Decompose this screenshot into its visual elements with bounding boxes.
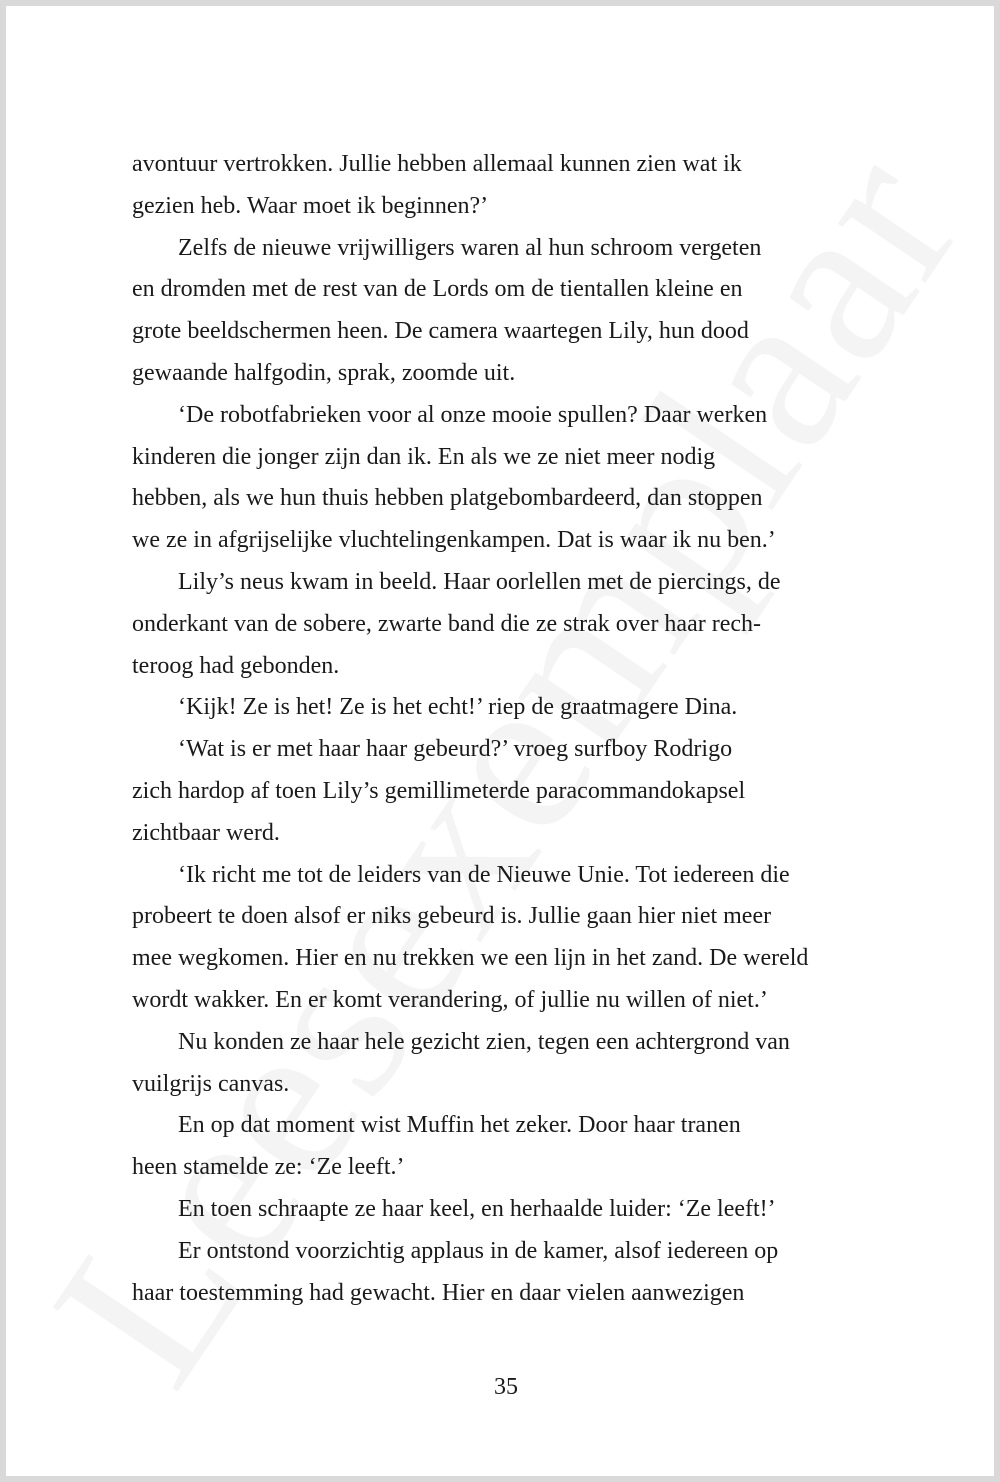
- text-line: hebben, als we hun thuis hebben platgebombardeerd, dan stoppen: [132, 485, 763, 512]
- text-line: heen stamelde ze: ‘Ze leeft.’: [132, 1154, 405, 1181]
- text-line: kinderen die jonger zijn dan ik. En als we ze niet meer nodig: [132, 443, 716, 470]
- text-line: Nu konden ze haar hele gezicht zien, tegen een achtergrond van: [178, 1028, 790, 1055]
- text-line: teroog had gebonden.: [132, 652, 340, 679]
- text-line: En toen schraapte ze haar keel, en herhaalde luider: ‘Ze leeft!’: [178, 1195, 776, 1222]
- text-line: mee wegkomen. Hier en nu trekken we een lijn in het zand. De wereld: [132, 945, 809, 972]
- text-line: gewaande halfgodin, sprak, zoomde uit.: [132, 359, 516, 386]
- text-line: Er ontstond voorzichtig applaus in de kamer, alsof iedereen op: [178, 1237, 779, 1264]
- text-line: zich hardop af toen Lily’s gemillimeterde paracommandokapsel: [132, 777, 746, 804]
- text-line: ‘Wat is er met haar haar gebeurd?’ vroeg surfboy Rodrigo: [178, 736, 733, 763]
- text-line: we ze in afgrijselijke vluchtelingenkampen. Dat is waar ik nu ben.’: [132, 527, 776, 554]
- text-line: vuilgrijs canvas.: [132, 1070, 290, 1097]
- text-line: En op dat moment wist Muffin het zeker. Door haar tranen: [178, 1112, 741, 1139]
- text-line: ‘Ik richt me tot de leiders van de Nieuwe Unie. Tot iedereen die: [178, 861, 790, 888]
- text-line: onderkant van de sobere, zwarte band die ze strak over haar rech-: [132, 610, 762, 637]
- body-text: [132, 144, 882, 1314]
- text-line: en dromden met de rest van de Lords om de tientallen kleine en: [132, 276, 743, 303]
- text-line: grote beeldschermen heen. De camera waartegen Lily, hun dood: [132, 318, 749, 345]
- text-line: probeert te doen alsof er niks gebeurd is. Jullie gaan hier niet meer: [132, 903, 772, 930]
- text-line: gezien heb. Waar moet ik beginnen?’: [132, 192, 489, 219]
- text-line: haar toestemming had gewacht. Hier en daar vielen aanwezigen: [132, 1279, 745, 1306]
- text-line: ‘Kijk! Ze is het! Ze is het echt!’ riep de graatmagere Dina.: [178, 694, 738, 721]
- text-line: Zelfs de nieuwe vrijwilligers waren al hun schroom vergeten: [178, 234, 762, 261]
- text-line: ‘De robotfabrieken voor al onze mooie spullen? Daar werken: [178, 401, 768, 428]
- text-line: zichtbaar werd.: [132, 819, 280, 846]
- text-line: Lily’s neus kwam in beeld. Haar oorlellen met de piercings, de: [178, 568, 781, 595]
- text-line: wordt wakker. En er komt verandering, of jullie nu willen of niet.’: [132, 986, 768, 1013]
- page-number: 35: [494, 1374, 518, 1400]
- text-line: avontuur vertrokken. Jullie hebben allemaal kunnen zien wat ik: [132, 151, 742, 177]
